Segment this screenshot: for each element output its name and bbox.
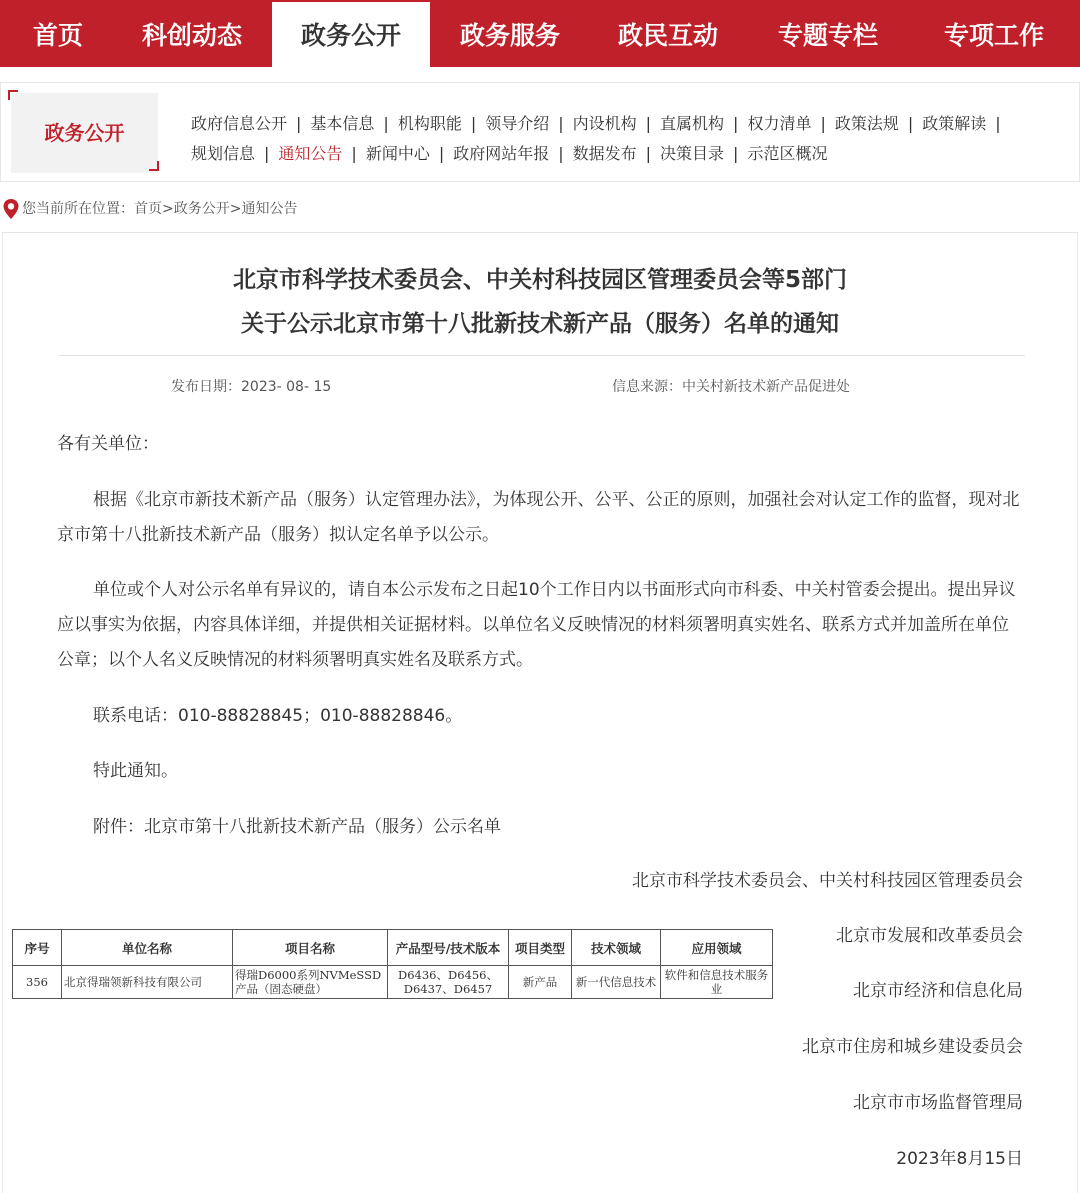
subnav-link-functions[interactable]: 机构职能 bbox=[397, 114, 462, 133]
breadcrumb-gov-affairs[interactable]: 政务公开 bbox=[173, 201, 230, 217]
signer-3: 北京市经济和信息化局 bbox=[853, 981, 1023, 1001]
info-source bbox=[612, 376, 850, 396]
info-source-label: 信息来源： bbox=[612, 379, 682, 395]
title-divider bbox=[59, 355, 1025, 356]
attachment-line bbox=[57, 810, 1025, 845]
attachment-label: 附件： bbox=[93, 817, 144, 837]
table-cell-project: 得瑞D6000系列NVMeSSD产品（固态硬盘） bbox=[233, 966, 388, 999]
sign-date: 2023年8月15日 bbox=[896, 1149, 1023, 1169]
table-cell-tech-field: 新一代信息技术 bbox=[572, 966, 661, 999]
subnav-link-internal-orgs[interactable]: 内设机构 bbox=[572, 114, 637, 133]
breadcrumb-home[interactable]: 首页 bbox=[134, 201, 162, 217]
nav-special-work[interactable]: 专项工作 bbox=[943, 21, 1044, 50]
table-header: 技术领域 bbox=[572, 930, 661, 966]
section-title: 政务公开 bbox=[11, 93, 158, 173]
table-header-row bbox=[13, 930, 773, 966]
subnav-link-policies[interactable]: 政策法规 bbox=[834, 114, 899, 133]
subnav-link-power-list[interactable]: 权力清单 bbox=[747, 114, 812, 133]
table-row bbox=[13, 966, 773, 999]
table-cell-type: 新产品 bbox=[509, 966, 572, 999]
corner-decoration bbox=[149, 161, 159, 171]
location-pin-icon bbox=[2, 198, 20, 220]
subnav-link-affiliated-orgs[interactable]: 直属机构 bbox=[660, 114, 725, 133]
signer-2: 北京市发展和改革委员会 bbox=[836, 926, 1023, 946]
article-title-line1: 北京市科学技术委员会、中关村科技园区管理委员会等5部门 bbox=[232, 267, 847, 293]
subnav-link-data-release[interactable]: 数据发布 bbox=[572, 144, 637, 163]
article-title bbox=[3, 258, 1077, 346]
corner-decoration bbox=[8, 90, 18, 100]
publish-date-label: 发布日期： bbox=[171, 379, 241, 395]
top-nav bbox=[0, 0, 1080, 67]
paragraph-2: 单位或个人对公示名单有异议的，请自本公示发布之日起10个工作日内以书面形式向市科委、中关村管委会提出。提出异议应以事实为依据，内容具体详细，并提供相关证据材料。以单位名义反映情况的材料须署明真实姓名、联系方式并加盖所在单位公章；以个人名义反映情况的材料须署明真实姓名及联系方式。 bbox=[57, 580, 1016, 670]
breadcrumb-separator: > bbox=[162, 201, 174, 217]
article-title-line2: 关于公示北京市第十八批新技术新产品（服务）名单的通知 bbox=[241, 311, 839, 337]
subnav-link-leaders[interactable]: 领导介绍 bbox=[485, 114, 550, 133]
info-source-value: 中关村新技术新产品促进处 bbox=[682, 379, 850, 395]
subnav-link-news[interactable]: 新闻中心 bbox=[365, 144, 430, 163]
contact-phone: 联系电话：010-88828845；010-88828846。 bbox=[93, 706, 463, 726]
attachment-link[interactable]: 北京市第十八批新技术新产品（服务）公示名单 bbox=[144, 817, 501, 837]
signer-4: 北京市住房和城乡建设委员会 bbox=[802, 1037, 1023, 1057]
subnav-link-annual-report[interactable]: 政府网站年报 bbox=[453, 144, 550, 163]
subnav-link-basic-info[interactable]: 基本信息 bbox=[310, 114, 375, 133]
nav-special-topics[interactable]: 专题专栏 bbox=[777, 21, 878, 50]
subnav-link-notices[interactable]: 通知公告 bbox=[278, 144, 343, 163]
publish-date bbox=[171, 376, 331, 396]
nav-gov-affairs-public[interactable]: 政务公开 bbox=[272, 2, 430, 82]
table-cell-model: D6436、D6456、D6437、D6457 bbox=[388, 966, 509, 999]
breadcrumb-separator: > bbox=[229, 201, 242, 217]
subnav-link-planning[interactable]: 规划信息 bbox=[191, 144, 256, 163]
table-header: 序号 bbox=[13, 930, 62, 966]
subnav-link-policy-interpretation[interactable]: 政策解读 bbox=[922, 114, 987, 133]
table-cell-app-field: 软件和信息技术服务业 bbox=[661, 966, 773, 999]
table-header: 产品型号/技术版本 bbox=[388, 930, 509, 966]
breadcrumb bbox=[2, 197, 297, 221]
sub-nav-links: 政府信息公开 | 基本信息 | 机构职能 | 领导介绍 | 内设机构 | 直属机构 | 权力清单 | 政策法规 | 政策解读 | 规划信息 | 通知公告 | 新闻中心 | 政府网站年报 | 数据发布 | 决策目录 | 示范区概况 bbox=[191, 114, 1001, 163]
signer-1: 北京市科学技术委员会、中关村科技园区管理委员会 bbox=[632, 871, 1023, 891]
nav-tech-news[interactable]: 科创动态 bbox=[141, 21, 242, 50]
attachment-table bbox=[12, 929, 773, 999]
publish-date-value: 2023- 08- 15 bbox=[241, 379, 332, 395]
salutation: 各有关单位： bbox=[57, 434, 159, 454]
article bbox=[2, 232, 1078, 1193]
subnav-link-decision-catalog[interactable]: 决策目录 bbox=[660, 144, 725, 163]
subnav-link-demo-zone[interactable]: 示范区概况 bbox=[747, 144, 828, 163]
notice-line: 特此通知。 bbox=[93, 761, 178, 781]
paragraph-1: 根据《北京市新技术新产品（服务）认定管理办法》，为体现公开、公平、公正的原则，加强社会对认定工作的监督，现对北京市第十八批新技术新产品（服务）拟认定名单予以公示。 bbox=[57, 490, 1020, 545]
nav-home[interactable]: 首页 bbox=[32, 21, 83, 50]
breadcrumb-notices[interactable]: 通知公告 bbox=[241, 201, 298, 217]
breadcrumb-prefix: 您当前所在位置： bbox=[22, 201, 134, 217]
table-header: 单位名称 bbox=[62, 930, 233, 966]
nav-gov-services[interactable]: 政务服务 bbox=[459, 21, 560, 50]
subnav-link-gov-info[interactable]: 政府信息公开 bbox=[191, 114, 288, 133]
table-header: 项目名称 bbox=[233, 930, 388, 966]
table-header: 应用领域 bbox=[661, 930, 773, 966]
table-header: 项目类型 bbox=[509, 930, 572, 966]
signer-5: 北京市市场监督管理局 bbox=[853, 1093, 1023, 1113]
nav-public-interaction[interactable]: 政民互动 bbox=[617, 21, 718, 50]
table-cell-index: 356 bbox=[13, 966, 62, 999]
table-cell-company: 北京得瑞领新科技有限公司 bbox=[62, 966, 233, 999]
sub-nav bbox=[0, 82, 1080, 182]
